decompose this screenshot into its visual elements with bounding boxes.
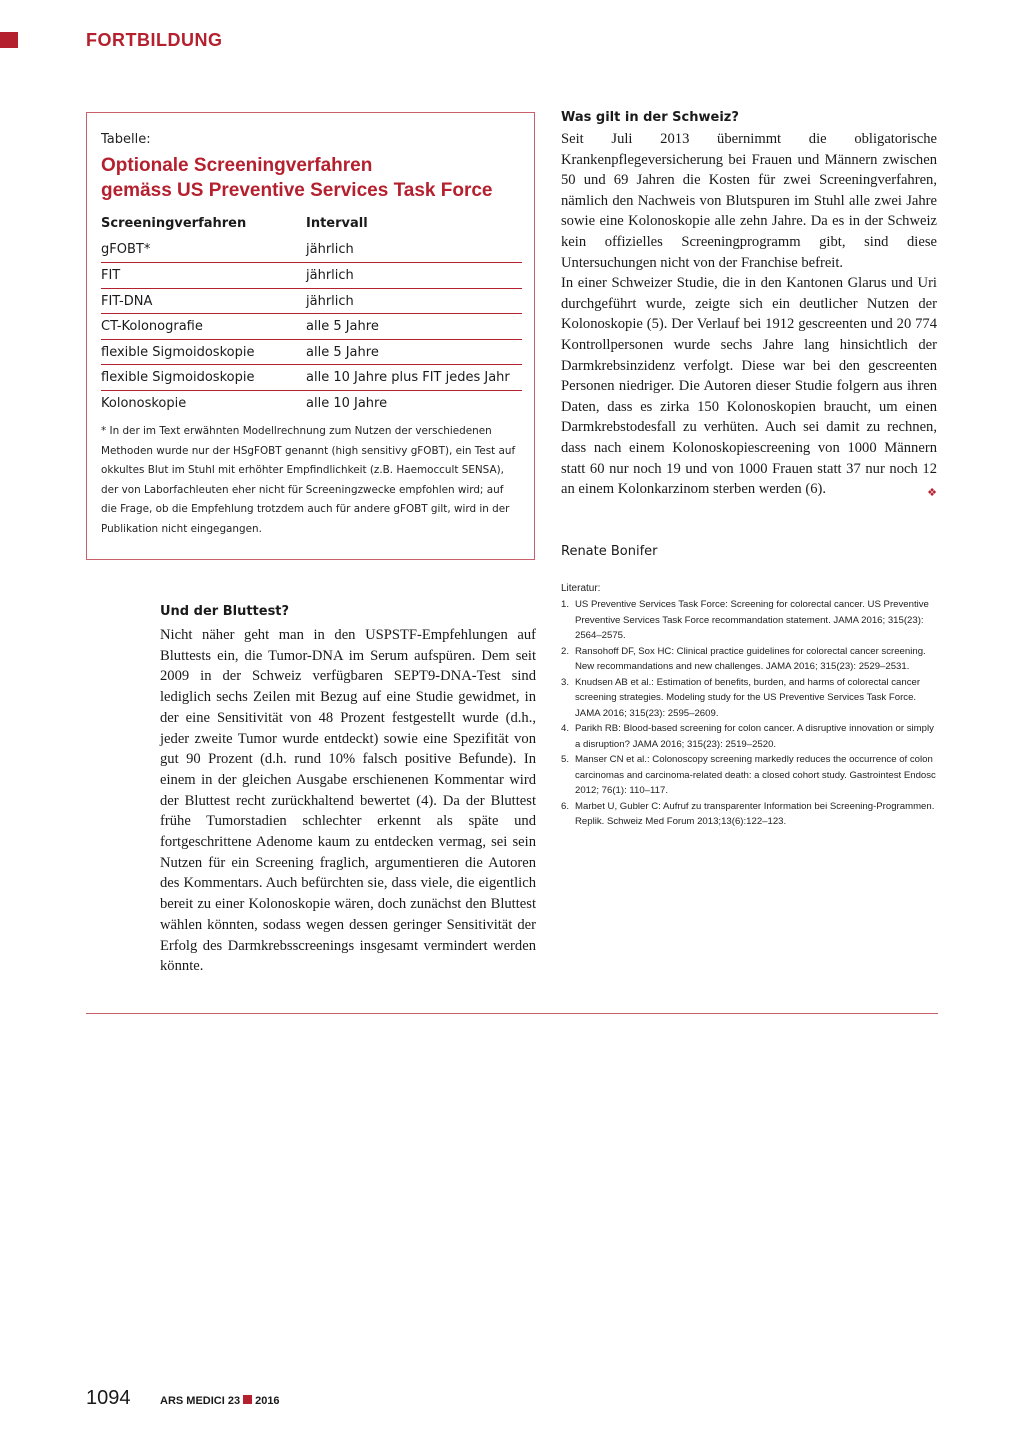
table-box — [86, 112, 535, 560]
column-header-interval: Intervall — [306, 216, 368, 231]
reference-item — [561, 799, 937, 830]
reference-text: Marbet U, Gubler C: Aufruf zu transparenter Information bei Screening-Programmen. Replik. Schweiz Med Forum 2013;13(6):122–123. — [575, 800, 935, 827]
reference-text: Manser CN et al.: Colonoscopy screening markedly reduces the occurrence of colon carcinomas and carcinoma-related death: a closed cohort study. Gastrointest Endosc 2012; 76(1): 110–117. — [575, 754, 936, 796]
table-title-line-1: Optionale Screeningverfahren — [101, 155, 373, 176]
table-cell-method: Kolonoskopie — [101, 395, 187, 411]
table-cell-method: flexible Sigmoidoskopie — [101, 370, 255, 385]
screening-table — [101, 211, 522, 415]
table-footnote: * In der im Text erwähnten Modellrechnung zum Nutzen der verschiedenen Methoden wurde nur der HSgFOBT genannt (high sensitivy gFOBT), ein Test auf okkultes Blut im Stuhl mit erhöhter Empfindlichkeit (z.B. Haemoccult SENSA), der von Laborfachleuten eher nicht für Screeningzwecke empfohlen wird; auf die Frage, ob die Empfehlung trotzdem auch für andere gFOBT gilt, wird in der Publikation nicht eingegangen. — [101, 425, 516, 535]
reference-number: 6. — [561, 800, 570, 812]
end-mark-icon: ❖ — [927, 487, 937, 500]
article-paragraph — [561, 273, 937, 500]
reference-item — [561, 675, 937, 722]
section-title: FORTBILDUNG — [86, 30, 223, 50]
table-title-line-2: gemäss US Preventive Services Task Force — [101, 180, 493, 201]
reference-number: 4. — [561, 723, 570, 734]
reference-text: Knudsen AB et al.: Estimation of benefits, burden, and harms of colorectal cancer screening strategies. Modeling study for the US Preventive Services Task Force. JAMA 2016; 315(23): 2595–2609. — [575, 676, 921, 719]
table-cell-interval: alle 5 Jahre — [306, 319, 379, 334]
table-row — [101, 237, 522, 263]
table-row — [101, 390, 522, 416]
column-header-method: Screeningverfahren — [101, 216, 247, 231]
reference-item — [561, 721, 937, 752]
section-color-mark — [0, 32, 18, 48]
table-cell-method: FIT — [101, 268, 121, 283]
reference-item — [561, 752, 937, 799]
article-heading-switzerland: Was gilt in der Schweiz? — [561, 110, 739, 125]
article-paragraph: Seit Juli 2013 übernimmt die obligatorische Krankenpflegeversicherung bei Frauen und Männern zwischen 50 und 69 Jahren die Kosten für zwei Screeningverfahren, nämlich den Nachweis von Blutspuren im Stuhl alle zwei Jahre sowie eine Kolonoskopie alle zehn Jahre. Da es in der Schweiz kein offizielles Screeningprogramm gibt, sind diese Untersuchungen nicht von der Franchise befreit. — [561, 131, 937, 271]
reference-item — [561, 597, 937, 644]
journal-footer — [160, 1395, 280, 1407]
table-cell-method: CT-Kolonografie — [101, 319, 203, 334]
table-cell-interval: alle 10 Jahre plus FIT jedes Jahr — [306, 370, 510, 385]
article-body-bloodtest: Nicht näher geht man in den USPSTF-Empfehlungen auf Bluttests ein, die Tumor-DNA im Serum aufspüren. Dem seit 2009 in der Schweiz verfügbaren SEPT9-DNA-Test sind lediglich sechs Zeilen mit Bezug auf eine Studie gewidmet, in der eine Sensitivität von 48 Prozent festgestellt wurde (d.h., jeder zweite Tumor wurde entdeckt) sowie eine Spezifität von gut 90 Prozent (d.h. rund 10% falsch positive Befunde). In einem in der gleichen Ausgabe erschienenen Kommentar wird der Bluttest recht zurückhaltend bewertet (4). Da der Bluttest frühe Tumorstadien schlechter erkennt als späte und fortgeschrittene Adenome kaum zu entdecken vermag, sei sein Nutzen für ein Screening fraglich, argumentieren die Autoren des Kommentars. Auch befürchten sie, dass viele, die eigentlich bereit zu einer Kolonoskopie wären, doch zunächst den Bluttest wählen könnten, sodass wegen dessen geringer Sensitivität der Erfolg des Darmkrebsscreenings insgesamt vermindert werden könnte. — [160, 627, 536, 975]
author-name: Renate Bonifer — [561, 544, 658, 559]
page-number: 1094 — [86, 1387, 131, 1409]
table-cell-interval: jährlich — [306, 241, 354, 257]
article-paragraph-text: In einer Schweizer Studie, die in den Kantonen Glarus und Uri durchgeführt wurde, zeigte sich ein deutlicher Nutzen der Kolonoskopie (5). Der Verlauf bei 1912 gescreenten und 20 774 Kontrollpersonen wurde sechs Jahre lang hinsichtlich der Darmkrebsinzidenz verfolgt. Diese war bei den gescreenten Personen niedriger. Die Autoren dieser Studie folgern aus ihren Daten, dass es zirka 150 Kolonoskopien braucht, um einen Darmkrebstodesfall zu verhüten. Auch sei damit zu rechnen, dass nach einem Kolonoskopiescreening von 1000 Männern statt 60 nur noch 19 und von 1000 Frauen statt 37 nur noch 12 an einem Kolonkarzinom sterben werden (6). — [561, 275, 937, 498]
journal-name: ARS MEDICI 23 — [160, 1395, 241, 1407]
table-header-row — [101, 211, 522, 237]
table-title — [101, 153, 521, 203]
reference-number: 1. — [561, 599, 570, 610]
reference-text: Parikh RB: Blood-based screening for colon cancer. A disruptive innovation or simply a disruption? JAMA 2016; 315(23): 2519–2520. — [575, 723, 934, 750]
journal-year: 2016 — [255, 1395, 280, 1407]
footer-color-mark — [243, 1395, 252, 1404]
section-divider — [86, 1013, 938, 1014]
table-row — [101, 262, 522, 288]
table-cell-interval: jährlich — [306, 293, 354, 309]
reference-number: 3. — [561, 676, 570, 688]
table-cell-interval: jährlich — [306, 268, 354, 283]
reference-number: 2. — [561, 645, 570, 657]
table-cell-interval: alle 10 Jahre — [306, 395, 388, 411]
table-cell-method: FIT-DNA — [101, 293, 153, 309]
table-row — [101, 339, 522, 365]
reference-list — [561, 597, 937, 830]
reference-item — [561, 644, 937, 675]
literature-label: Literatur: — [561, 583, 601, 594]
table-row — [101, 364, 522, 390]
article-heading-bloodtest: Und der Bluttest? — [160, 604, 290, 619]
table-row — [101, 313, 522, 339]
table-cell-method: flexible Sigmoidoskopie — [101, 344, 255, 360]
table-cell-interval: alle 5 Jahre — [306, 344, 379, 360]
table-cell-method: gFOBT* — [101, 241, 151, 257]
reference-number: 5. — [561, 754, 570, 765]
table-label: Tabelle: — [101, 132, 151, 147]
reference-text: US Preventive Services Task Force: Screening for colorectal cancer. US Preventive Preventive Services Task Force recommandation statement. JAMA 2016; 315(23): 2564–2575. — [575, 599, 929, 641]
reference-text: Ransohoff DF, Sox HC: Clinical practice guidelines for colorectal cancer screening. New recommandations and new challenges. JAMA 2016; 315(23): 2529–2531. — [575, 645, 926, 672]
table-row — [101, 288, 522, 314]
article-body-switzerland — [561, 129, 937, 504]
